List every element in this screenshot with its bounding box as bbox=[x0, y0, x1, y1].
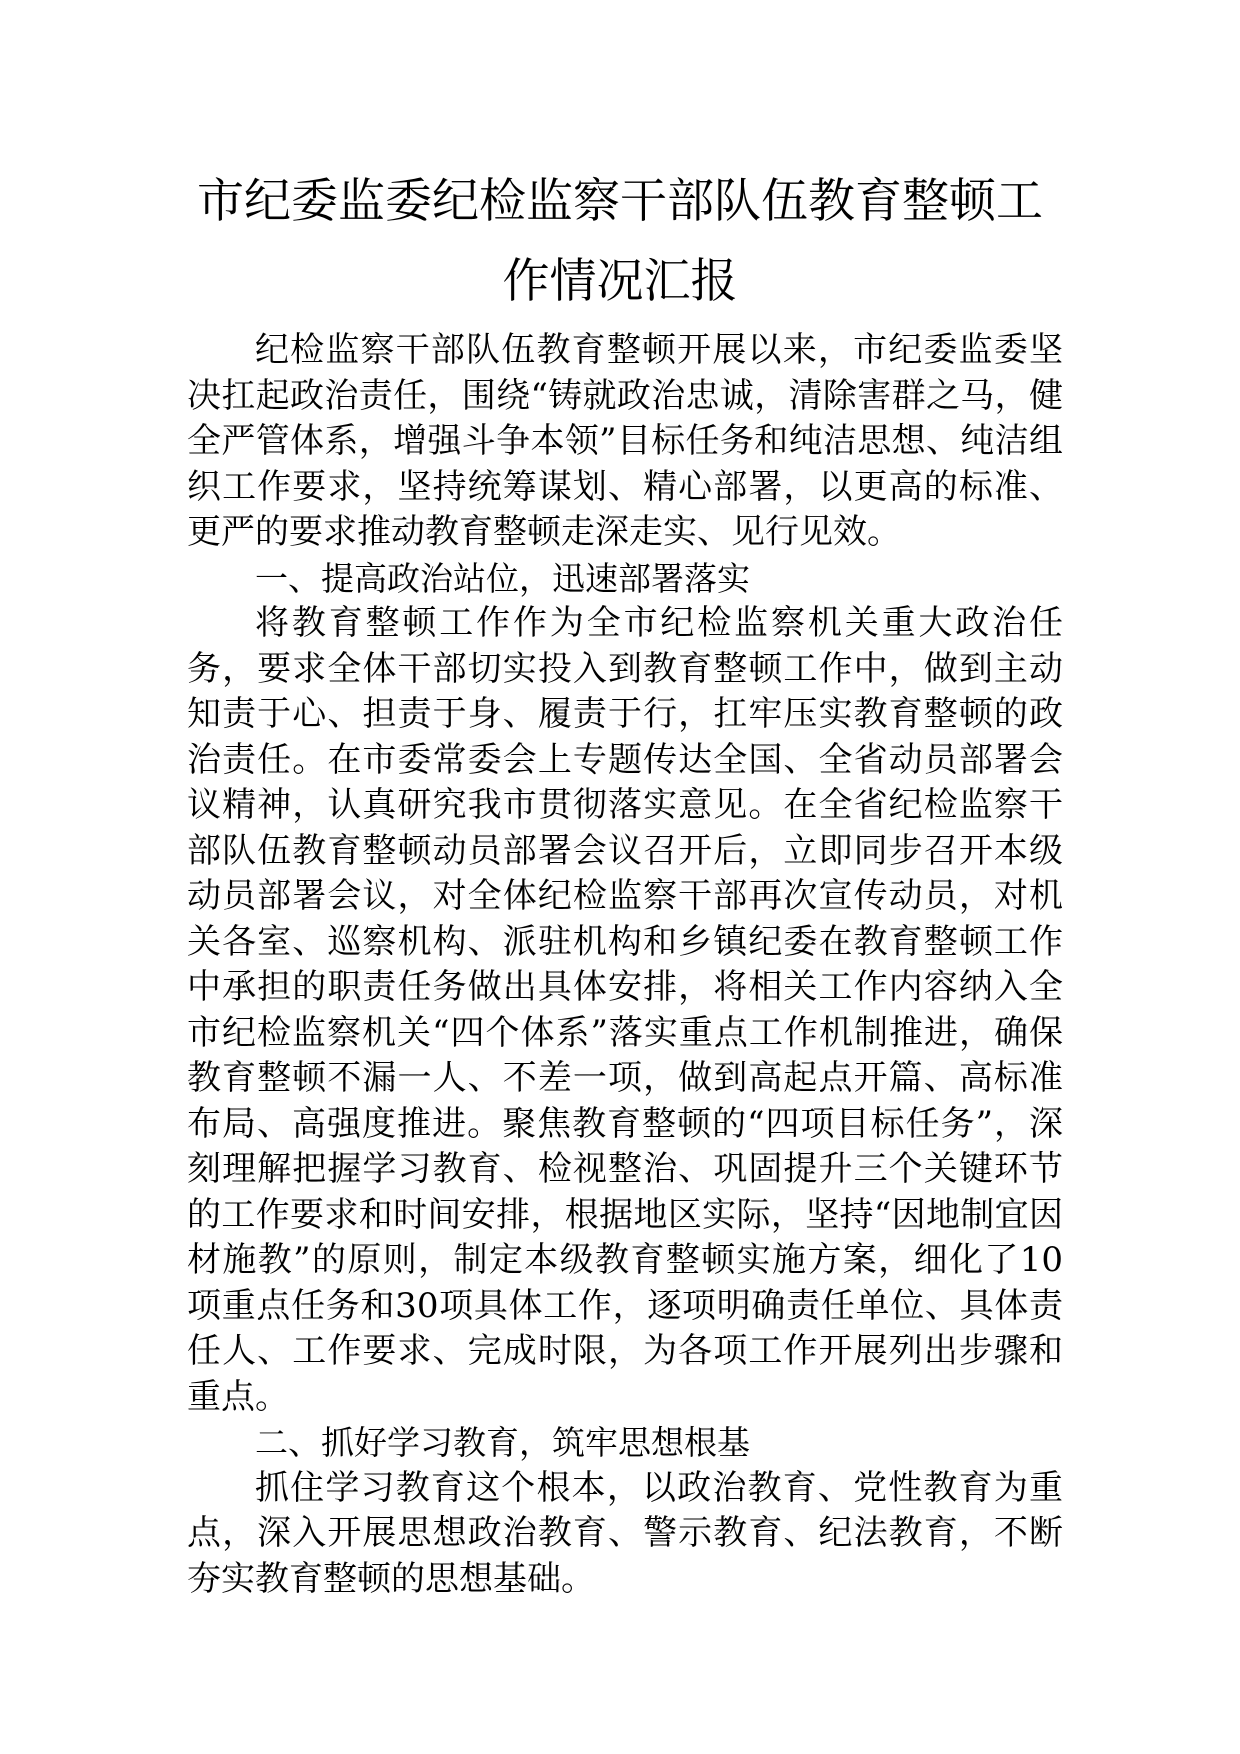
document-title bbox=[160, 162, 1080, 322]
section-1-paragraph: 将教育整顿工作作为全市纪检监察机关重大政治任务，要求全体干部切实投入到教育整顿工作中，做到主动知责于心、担责于身、履责于行，扛牢压实教育整顿的政治责任。在市委常委会上专题传达全国、全省动员部署会议精神，认真研究我市贯彻落实意见。在全省纪检监察干部队伍教育整顿动员部署会议召开后，立即同步召开本级动员部署会议，对全体纪检监察干部再次宣传动员，对机关各室、巡察机构、派驻机构和乡镇纪委在教育整顿工作中承担的职责任务做出具体安排，将相关工作内容纳入全市纪检监察机关“四个体系”落实重点工作机制推进，确保教育整顿不漏一人、不差一项，做到高起点开篇、高标准布局、高强度推进。聚焦教育整顿的“四项目标任务”，深刻理解把握学习教育、检视整治、巩固提升三个关键环节的工作要求和时间安排，根据地区实际，坚持“因地制宜因材施教”的原则，制定本级教育整顿实施方案，细化了10项重点任务和30项具体工作，逐项明确责任单位、具体责任人、工作要求、完成时限，为各项工作开展列出步骤和重点。 bbox=[187, 603, 1063, 1417]
section-2-paragraph: 抓住学习教育这个根本，以政治教育、党性教育为重点，深入开展思想政治教育、警示教育、纪法教育，不断夯实教育整顿的思想基础。 bbox=[187, 1467, 1063, 1599]
section-2-heading: 二、抓好学习教育，筑牢思想根基 bbox=[255, 1423, 750, 1462]
title-line-2: 作情况汇报 bbox=[502, 254, 738, 309]
document-body bbox=[187, 328, 1063, 1602]
title-line-1: 市纪委监委纪检监察干部队伍教育整顿工 bbox=[197, 174, 1043, 229]
intro-paragraph: 纪检监察干部队伍教育整顿开展以来，市纪委监委坚决扛起政治责任，围绕“铸就政治忠诚，清除害群之马，健全严管体系，增强斗争本领”目标任务和纯洁思想、纯洁组织工作要求，坚持统筹谋划、精心部署，以更高的标准、更严的要求推动教育整顿走深走实、见行见效。 bbox=[187, 330, 1063, 552]
section-1-heading: 一、提高政治站位，迅速部署落实 bbox=[255, 558, 750, 598]
